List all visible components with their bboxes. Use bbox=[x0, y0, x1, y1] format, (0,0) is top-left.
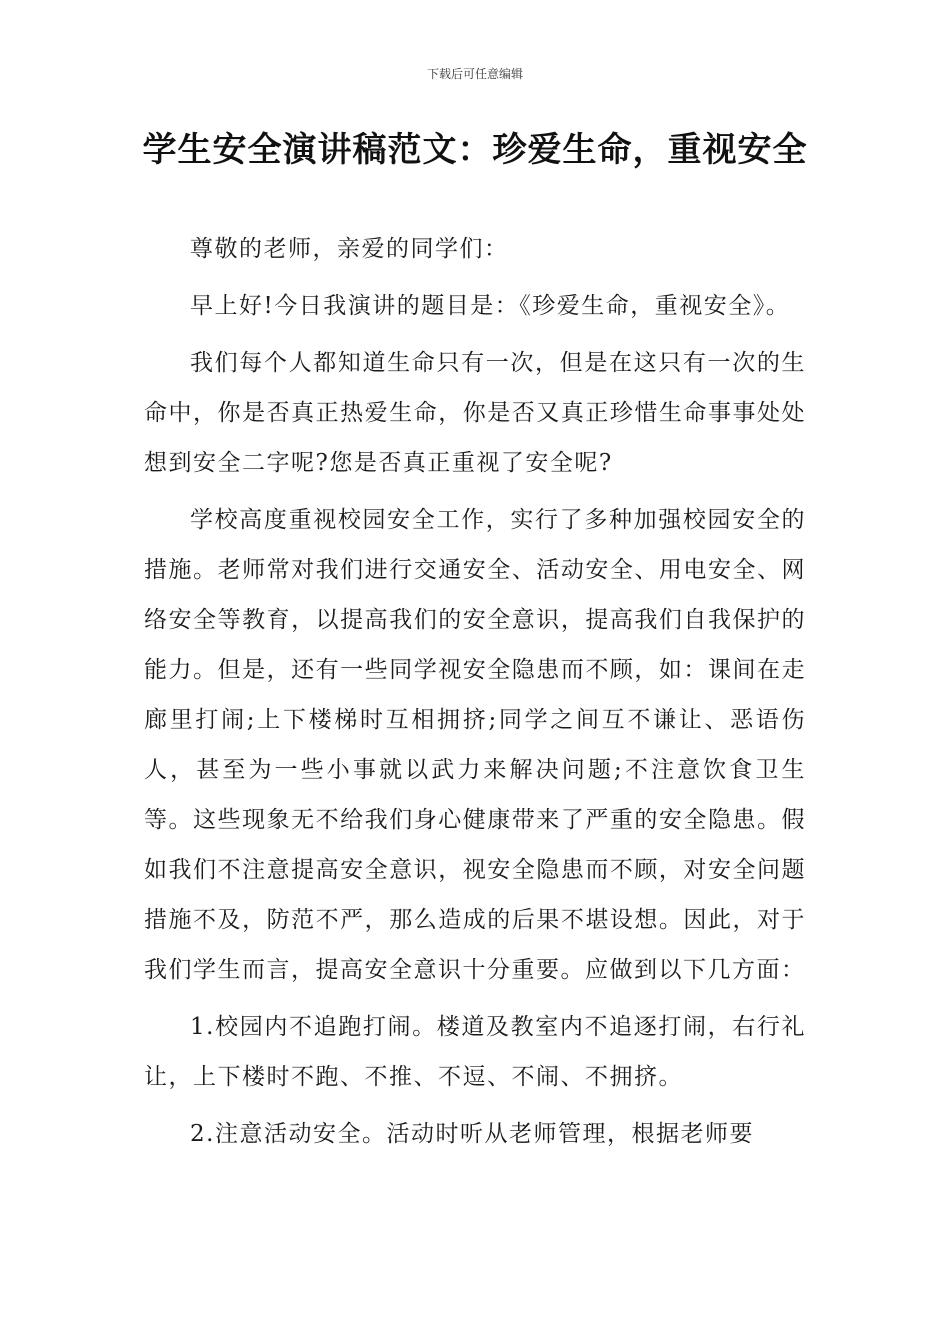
paragraph-question: 我们每个人都知道生命只有一次，但是在这只有一次的生命中，你是否真正热爱生命，你是否又真正珍惜生命事事处处想到安全二字呢?您是否真正重视了安全呢? bbox=[144, 350, 806, 476]
document-body bbox=[144, 224, 806, 1166]
paragraph-greeting: 尊敬的老师，亲爱的同学们： bbox=[190, 236, 509, 262]
header-note: 下载后可任意编辑 bbox=[426, 67, 523, 81]
paragraph-item-2: 2.注意活动安全。活动时听从老师管理，根据老师要 bbox=[190, 1121, 754, 1147]
document-title: 学生安全演讲稿范文：珍爱生命，重视安全 bbox=[142, 130, 808, 170]
paragraph-opening: 早上好!今日我演讲的题目是：《珍爱生命，重视安全》。 bbox=[190, 293, 791, 319]
paragraph-school-safety: 学校高度重视校园安全工作，实行了多种加强校园安全的措施。老师常对我们进行交通安全、活动安全、用电安全、网络安全等教育，以提高我们的安全意识，提高我们自我保护的能力。但是，还有一些同学视安全隐患而不顾，如：课间在走廊里打闹;上下楼梯时互相拥挤;同学之间互不谦让、恶语伤人，甚至为一些小事就以武力来解决问题;不注意饮食卫生等。这些现象无不给我们身心健康带来了严重的安全隐患。假如我们不注意提高安全意识，视安全隐患而不顾，对安全问题措施不及，防范不严，那么造成的后果不堪设想。因此，对于我们学生而言，提高安全意识十分重要。应做到以下几方面： bbox=[144, 507, 806, 983]
paragraph-item-1: 1.校园内不追跑打闹。楼道及教室内不追逐打闹，右行礼让，上下楼时不跑、不推、不逗、不闹、不拥挤。 bbox=[144, 1014, 806, 1090]
